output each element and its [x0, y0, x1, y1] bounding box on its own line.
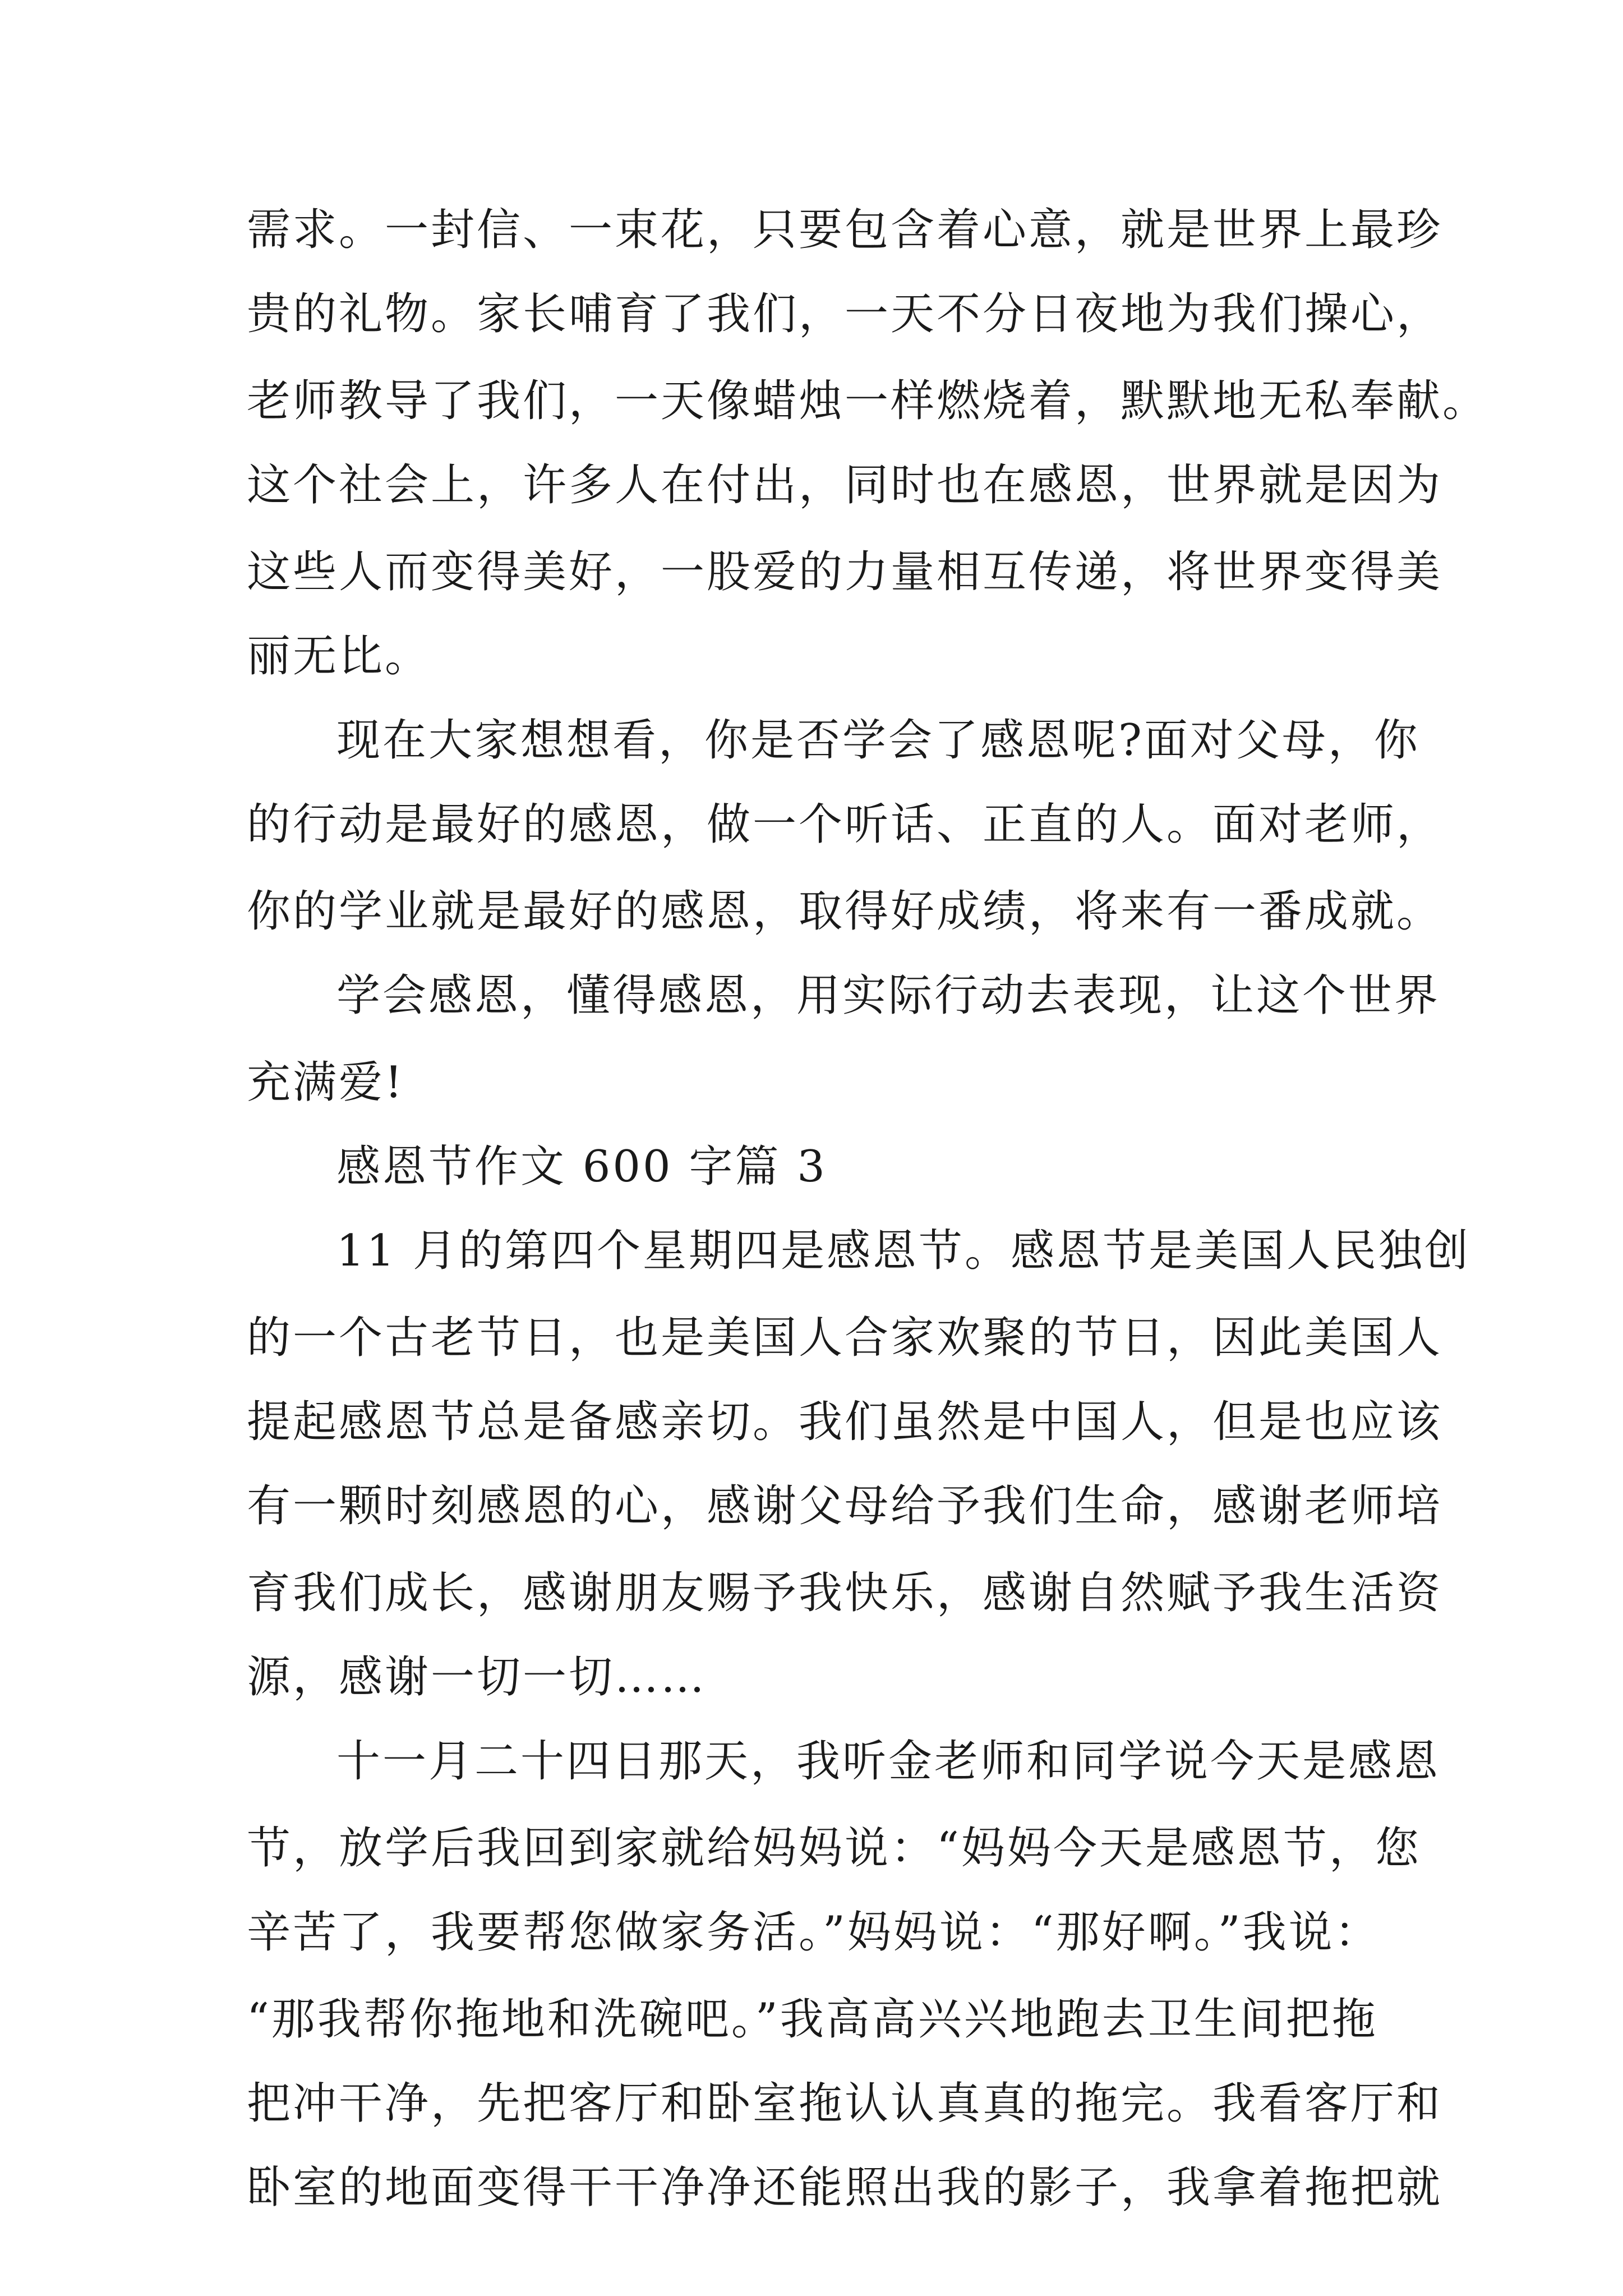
text-line: 学会感恩，懂得感恩，用实际行动去表现，让这个世界: [336, 970, 1441, 1021]
text-line: 节，放学后我回到家就给妈妈说：“妈妈今天是感恩节，您: [247, 1823, 1421, 1874]
text-line: 有一颗时刻感恩的心，感谢父母给予我们生命，感谢老师培: [247, 1481, 1443, 1531]
text-line: 现在大家想想看，你是否学会了感恩呢?面对父母，你: [336, 715, 1420, 766]
text-line: 充满爱!: [247, 1057, 405, 1108]
text-line: 11 月的第四个星期四是感恩节。感恩节是美国人民独创: [336, 1226, 1471, 1276]
text-line: 育我们成长，感谢朋友赐予我快乐，感谢自然赋予我生活资: [247, 1568, 1443, 1618]
text-line: “那我帮你拖地和洗碗吧。”我高高兴兴地跑去卫生间把拖: [247, 1994, 1378, 2045]
section-heading: 感恩节作文 600 字篇 3: [336, 1142, 827, 1192]
text-line: 的一个古老节日，也是美国人合家欢聚的节日，因此美国人: [247, 1313, 1443, 1363]
text-line: 卧室的地面变得干干净净还能照出我的影子，我拿着拖把就: [247, 2162, 1443, 2213]
text-line: 十一月二十四日那天，我听金老师和同学说今天是感恩: [336, 1736, 1441, 1787]
text-line: 贵的礼物。家长哺育了我们，一天不分日夜地为我们操心，: [247, 289, 1443, 339]
text-line: 把冲干净，先把客厅和卧室拖认认真真的拖完。我看客厅和: [247, 2078, 1443, 2129]
text-line: 这些人而变得美好，一股爱的力量相互传递，将世界变得美: [247, 547, 1443, 597]
text-line: 需求。一封信、一束花，只要包含着心意，就是世界上最珍: [247, 205, 1443, 255]
text-line: 老师教导了我们，一天像蜡烛一样燃烧着，默默地无私奉献。: [247, 376, 1489, 426]
text-line: 源，感谢一切一切……: [247, 1652, 707, 1703]
text-line: 的行动是最好的感恩，做一个听话、正直的人。面对老师，: [247, 799, 1443, 850]
text-line: 丽无比。: [247, 631, 431, 682]
text-line: 这个社会上，许多人在付出，同时也在感恩，世界就是因为: [247, 460, 1443, 510]
text-line: 提起感恩节总是备感亲切。我们虽然是中国人，但是也应该: [247, 1397, 1443, 1447]
text-line: 你的学业就是最好的感恩，取得好成绩，将来有一番成就。: [247, 886, 1443, 937]
text-line: 辛苦了，我要帮您做家务活。”妈妈说：“那好啊。”我说：: [247, 1907, 1381, 1958]
